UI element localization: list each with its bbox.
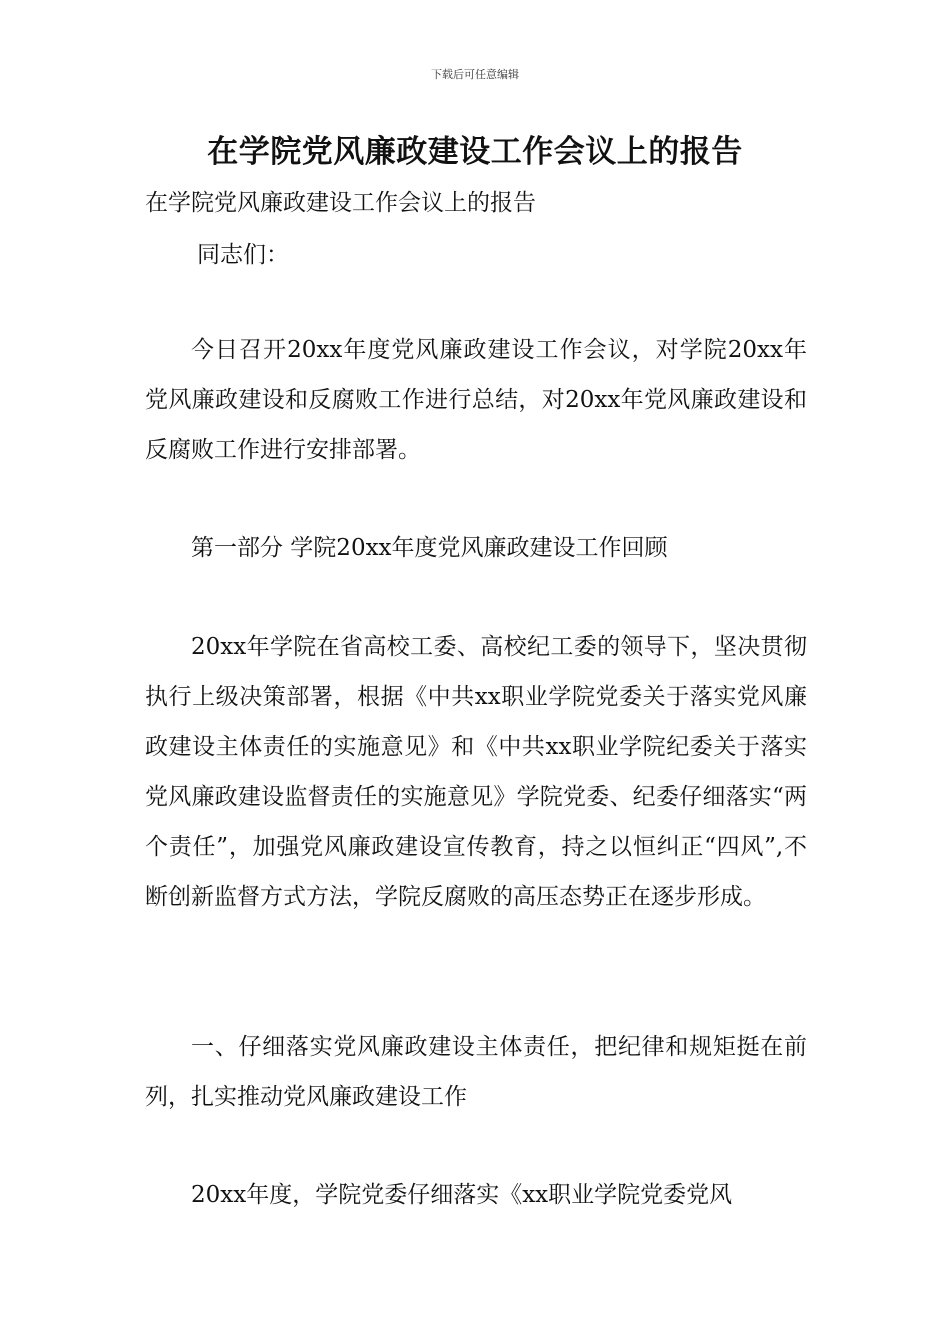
section-heading-one: 一、仔细落实党风廉政建设主体责任，把纪律和规矩挺在前列，扎实推动党风廉政建设工作 (145, 1034, 807, 1110)
header-note: 下载后可任意编辑 (431, 68, 519, 81)
section-heading-part-one: 第一部分 学院20xx年度党风廉政建设工作回顾 (191, 535, 668, 561)
paragraph-review: 20xx年学院在省高校工委、高校纪工委的领导下，坚决贯彻执行上级决策部署，根据《中共xx职业学院党委关于落实党风廉政建设主体责任的实施意见》和《中共xx职业学院纪委关于落实党风廉政建设监督责任的实施意见》学院党委、纪委仔细落实“两个责任”，加强党风廉政建设宣传教育，持之以恒纠正“四风”,不断创新监督方式方法，学院反腐败的高压态势正在逐步形成。 (145, 634, 807, 910)
paragraph-annual: 20xx年度，学院党委仔细落实《xx职业学院党委党风 (191, 1182, 733, 1208)
paragraph-intro: 今日召开20xx年度党风廉政建设工作会议，对学院20xx年党风廉政建设和反腐败工作进行总结，对20xx年党风廉政建设和反腐败工作进行安排部署。 (145, 337, 807, 463)
salutation: 同志们： (197, 242, 289, 268)
document-title: 在学院党风廉政建设工作会议上的报告 (207, 134, 743, 170)
document-subtitle: 在学院党风廉政建设工作会议上的报告 (145, 190, 536, 216)
